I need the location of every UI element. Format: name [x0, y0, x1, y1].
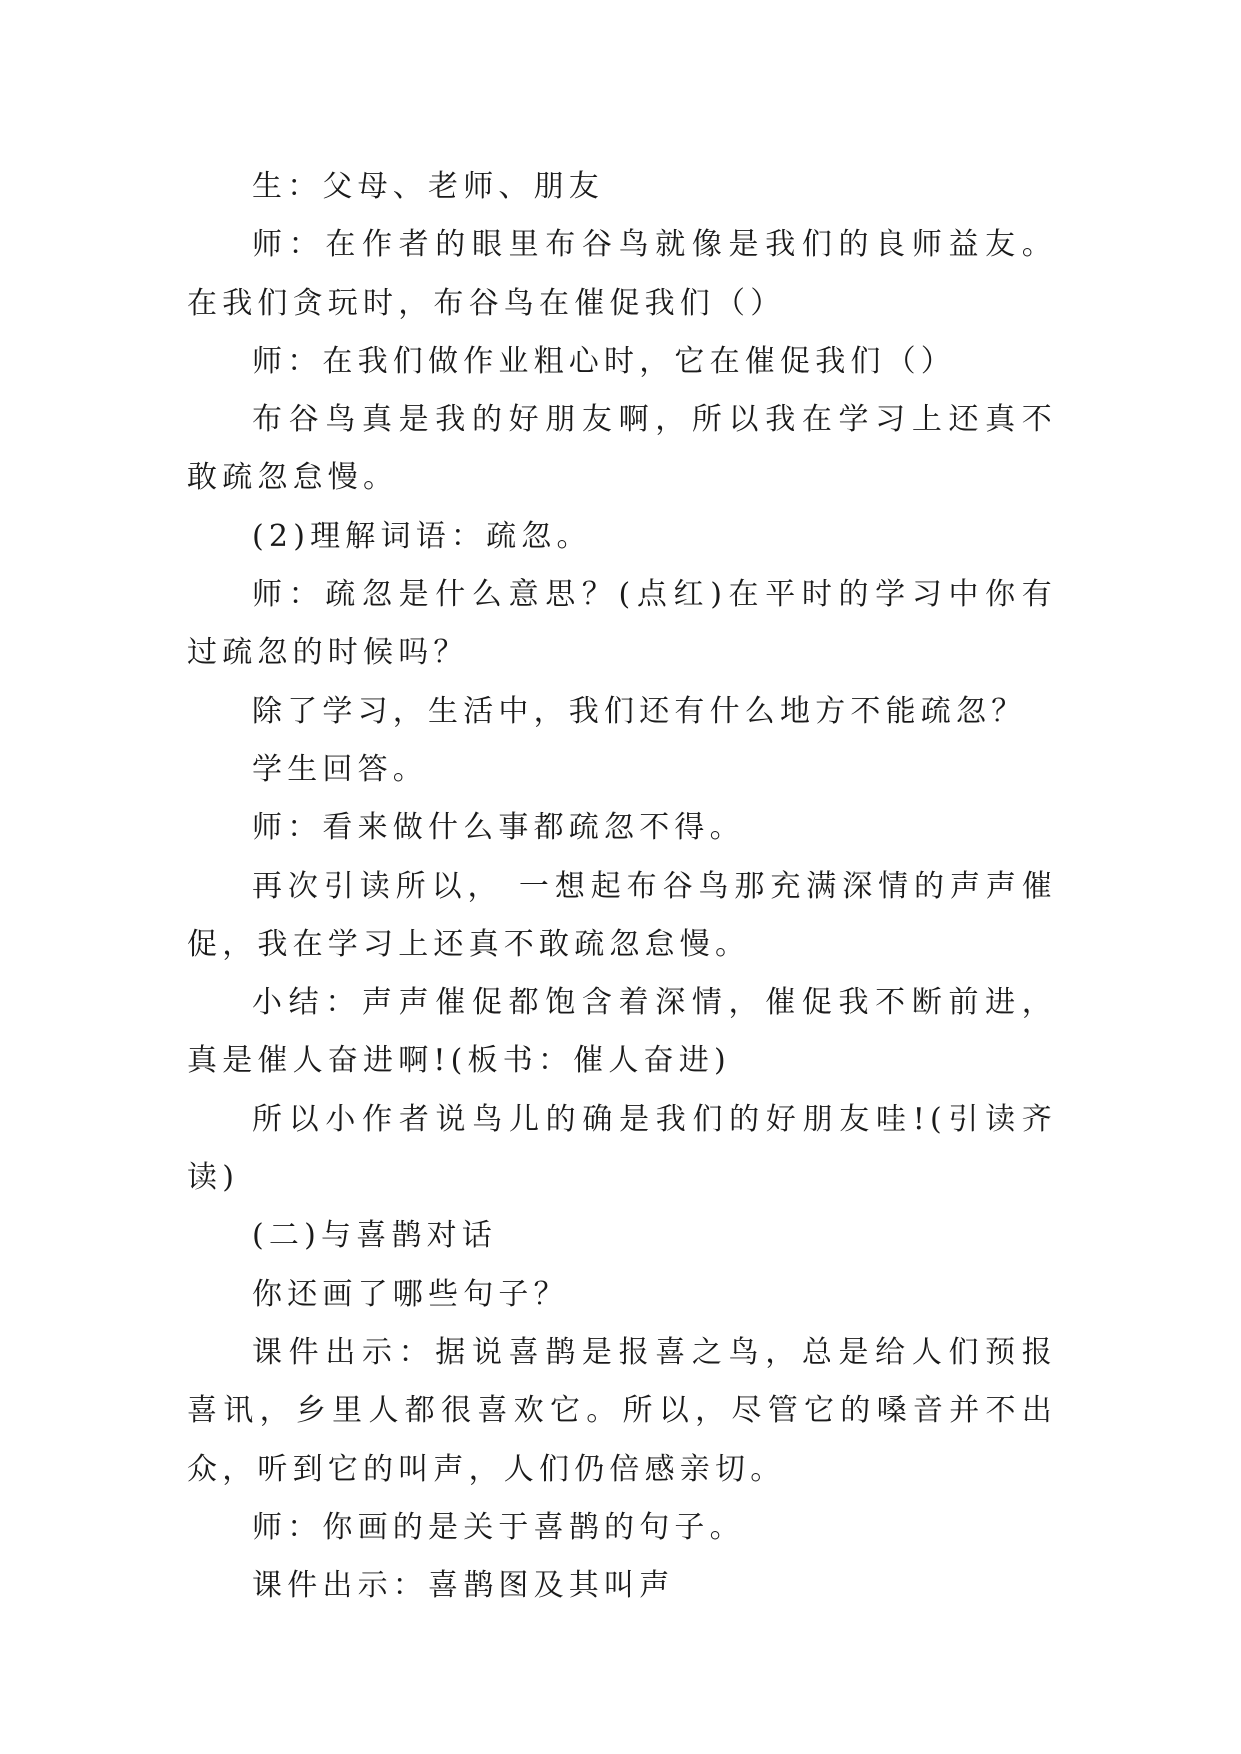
paragraph: 小结：声声催促都饱含着深情，催促我不断前进，真是催人奋进啊!(板书：催人奋进): [187, 985, 1057, 1079]
paragraph: 生：父母、老师、朋友: [252, 169, 604, 204]
paragraph: 师：你画的是关于喜鹊的句子。: [252, 1509, 745, 1545]
paragraph: 再次引读所以， 一想起布谷鸟那充满深情的声声催促，我在学习上还真不敢疏忽怠慢。: [187, 868, 1057, 962]
document-body: [187, 158, 1057, 1615]
paragraph: 你还画了哪些句子？: [252, 1276, 569, 1312]
paragraph: 课件出示：喜鹊图及其叫声: [252, 1568, 675, 1604]
paragraph: 师：在作者的眼里布谷鸟就像是我们的良师益友。在我们贪玩时，布谷鸟在催促我们（）: [187, 227, 1057, 321]
paragraph: 师：在我们做作业粗心时，它在催促我们（）: [252, 343, 956, 379]
paragraph: 布谷鸟真是我的好朋友啊，所以我在学习上还真不敢疏忽怠慢。: [187, 402, 1057, 496]
paragraph: (2)理解词语：疏忽。: [252, 518, 592, 554]
paragraph: 课件出示：据说喜鹊是报喜之鸟，总是给人们预报喜讯，乡里人都很喜欢它。所以，尽管它的嗓音并不出众，听到它的叫声，人们仍倍感亲切。: [187, 1334, 1057, 1487]
paragraph: 师：疏忽是什么意思？(点红)在平时的学习中你有过疏忽的时候吗？: [187, 577, 1057, 671]
paragraph: 除了学习，生活中，我们还有什么地方不能疏忽？: [252, 693, 1027, 729]
paragraph: 所以小作者说鸟儿的确是我们的好朋友哇!(引读齐读): [187, 1101, 1057, 1196]
paragraph: 学生回答。: [252, 751, 428, 787]
paragraph: 师：看来做什么事都疏忽不得。: [252, 810, 745, 846]
section-heading: (二)与喜鹊对话: [252, 1218, 498, 1254]
